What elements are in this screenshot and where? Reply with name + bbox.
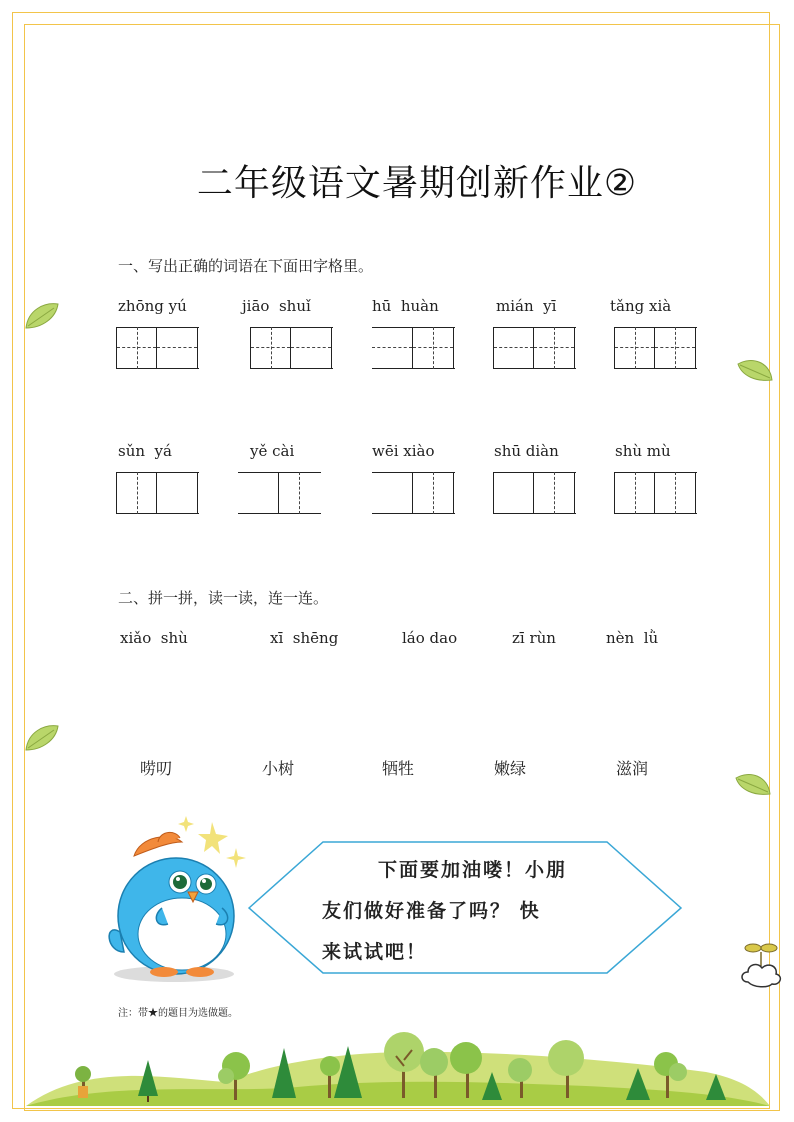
bubble-text — [322, 850, 622, 973]
section1-heading: 一、写出正确的词语在下面田字格里。 — [118, 257, 374, 275]
tianzige-grid[interactable] — [493, 327, 576, 369]
tianzige-grid[interactable] — [372, 327, 455, 369]
pinyin-label: tǎng xià — [610, 297, 672, 315]
tianzige-grid[interactable] — [614, 327, 697, 369]
pinyin-label: sǔn yá — [118, 442, 172, 460]
match-word[interactable]: 牺牲 — [382, 759, 415, 778]
pinyin-label: hū huàn — [372, 297, 439, 315]
pinyin-label: xī shēng — [270, 629, 339, 647]
sprout-cloud-icon — [738, 938, 784, 990]
tianzige-grid[interactable] — [614, 472, 697, 514]
section2-heading: 二、拼一拼，读一读，连一连。 — [118, 589, 329, 607]
pinyin-label: xiǎo shù — [120, 629, 188, 647]
bird-mascot-icon — [100, 812, 250, 984]
bubble-line: 友们做好准备了吗？ 快 — [322, 900, 541, 922]
leaf-icon — [734, 770, 774, 800]
tianzige-grid[interactable] — [372, 472, 455, 514]
match-word[interactable]: 嫩绿 — [494, 759, 527, 778]
bubble-line: 下面要加油喽！小朋 — [378, 859, 568, 881]
pinyin-label: yě cài — [250, 442, 295, 460]
footnote: 注：带★的题目为选做题。 — [118, 1008, 238, 1019]
pinyin-label: shù mù — [615, 442, 671, 460]
pinyin-label: láo dao — [402, 629, 458, 647]
bubble-line: 来试试吧！ — [322, 941, 428, 963]
tianzige-grid[interactable] — [238, 472, 321, 514]
pinyin-label: nèn lǜ — [606, 629, 659, 647]
match-word[interactable]: 滋润 — [616, 759, 649, 778]
tianzige-grid[interactable] — [116, 327, 199, 369]
pinyin-label: mián yī — [496, 297, 557, 315]
match-word[interactable]: 唠叨 — [140, 759, 173, 778]
pinyin-label: wēi xiào — [372, 442, 435, 460]
pinyin-label: jiāo shuǐ — [242, 297, 311, 315]
leaf-icon — [22, 300, 62, 332]
forest-landscape-decoration — [26, 1022, 770, 1106]
pinyin-label: zī rùn — [512, 629, 556, 647]
match-word[interactable]: 小树 — [262, 759, 295, 778]
leaf-icon — [736, 356, 776, 386]
tianzige-grid[interactable] — [493, 472, 576, 514]
pinyin-label: shū diàn — [494, 442, 559, 460]
tianzige-grid[interactable] — [250, 327, 333, 369]
leaf-icon — [22, 722, 62, 754]
pinyin-label: zhōng yú — [118, 297, 187, 315]
tianzige-grid[interactable] — [116, 472, 199, 514]
page-title: 二年级语文暑期创新作业② — [196, 163, 638, 204]
